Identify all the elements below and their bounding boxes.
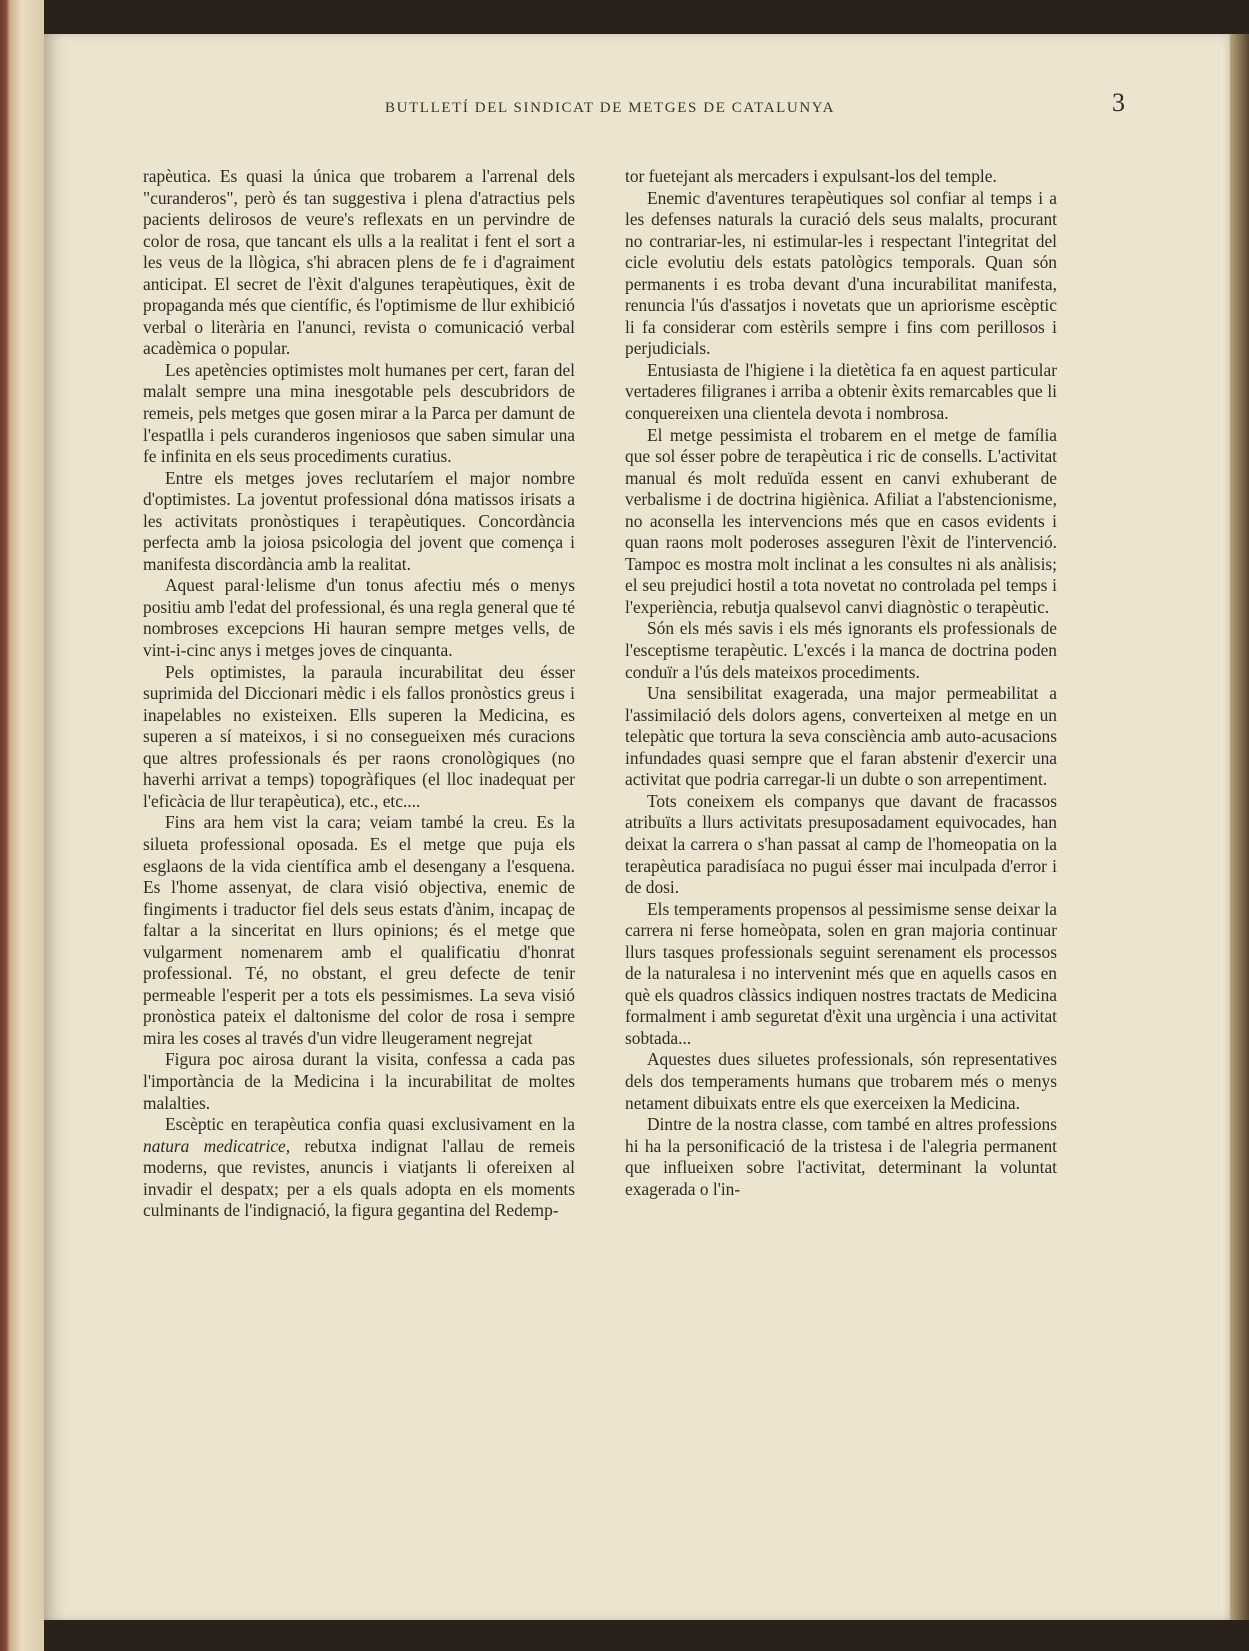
paragraph: Figura poc airosa durant la visita, confessa a cada pas l'importància de la Medicina i la incurabilitat de moltes malalties. <box>143 1049 575 1113</box>
paragraph: Les apetències optimistes molt humanes per cert, faran del malalt sempre una mina inesgotable pels descubridors de remeis, pels metges que gosen mirar a la Parca per damunt de l'espatlla i pels curanderos ingeniosos que saben simular una fe infinita en els seus procediments curatius. <box>143 359 575 467</box>
paragraph: Entusiasta de l'higiene i la dietètica fa en aquest particular vertaderes filigranes i arriba a obtenir èxits remarcables que li conquereixen una clientela devota i nombrosa. <box>625 359 1057 424</box>
paragraph: Entre els metges joves reclutaríem el major nombre d'optimistes. La joventut professional dóna matissos irisats a les activitats pronòstiques i terapèutiques. Concordància perfecta amb la joiosa psicologia del jovent que comença i manifesta discordància amb la realitat. <box>143 467 575 574</box>
book-spine <box>0 0 44 1651</box>
page-number: 3 <box>1112 88 1125 117</box>
paragraph: Els temperaments propensos al pessimisme sense deixar la carrera ni ferse homeòpata, solen en gran majoria continuar llurs tasques professionals seguint serenament els processos de la naturalesa i no intervenint més que en aquells casos en què els quadros clàssics indiquen nostres tractats de Medicina formalment i amb seguretat d'èxit una urgència i una activitat sobtada... <box>625 898 1057 1048</box>
text-run: rebutxa indignat l'allau de remeis moderns, que revistes, anuncis i viatjants li ofereixen al invadir el despatx; per a els quals adopta en els moments culminants de l'indignació, la figura gegantina del Redemp- <box>143 1135 575 1221</box>
page-header <box>105 88 1125 128</box>
paragraph: Fins ara hem vist la cara; veiam també la creu. Es la silueta professional oposada. Es el metge que puja els esglaons de la vida científica amb el desengany a l'esquena. Es l'home assenyat, de clara visió objectiva, enemic de fingiments i traductor fiel dels seus estats d'ànim, incapaç de faltar a la sinceritat en llurs opinions; és el metge que vulgarment nomenarem amb el qualificatiu d'honrat professional. Té, no obstant, el greu defecte de tenir permeable l'esperit per a tots els pessimismes. La seva visió pronòstica pateix el daltonisme del color de rosa i sempre mira les coses al través d'un vidre lleugerament negrejat <box>143 812 575 1048</box>
paragraph: Enemic d'aventures terapèutiques sol confiar al temps i a les defenses naturals la curació dels seus malalts, procurant no contrariar-les, ni estimular-les i respectant l'integritat del cicle evolutiu dels estats patològics temporals. Quan són permanents i es troba devant d'una incurabilitat manifesta, renuncia l'ús d'assatjos i novetats que un apriorisme escèptic li fa considerar com estèrils sempre i fins com perillosos i perjudicials. <box>625 187 1057 359</box>
paragraph: Dintre de la nostra classe, com també en altres professions hi ha la personificació de la tristesa i de l'alegria permanent que influeixen sobre l'activitat, determinant la voluntat exagerada o l'in- <box>625 1114 1057 1199</box>
paragraph <box>143 1114 575 1222</box>
paragraph: Pels optimistes, la paraula incurabilitat deu ésser suprimida del Diccionari mèdic i els fallos pronòstics greus i inapelables no existeixen. Ells superen la Medicina, es superen a sí mateixos, i si no consegueixen més curacions que altres professionals és per raons cronològiques (no haverhi arrivat a temps) topogràfiques (el lloc inadequat per l'eficàcia de llur terapèutica), etc., etc.... <box>143 661 575 811</box>
paragraph: Aquest paral·lelisme d'un tonus afectiu més o menys positiu amb l'edat del professional, és una regla general que té nombroses excepcions Hi hauran sempre metges vells, de vint-i-cinc anys i metges joves de cinquanta. <box>143 575 575 661</box>
paragraph: Són els més savis i els més ignorants els professionals de l'esceptisme terapèutic. L'excés i la manca de doctrina poden conduïr a l'ús dels mateixos procediments. <box>625 618 1057 682</box>
right-column <box>625 166 1057 1200</box>
paragraph: Tots coneixem els companys que davant de fracassos atribuïts a llurs activitats presuposadament equivocades, han deixat la carrera o s'han passat al camp de l'homeopatia on la terapèutica paradisíaca no pugui ésser mai inculpada d'error i de dosi. <box>625 790 1057 898</box>
text-run: Escèptic en terapèutica confia quasi exclusivament en la <box>165 1114 575 1135</box>
paragraph: El metge pessimista el trobarem en el metge de família que sol ésser pobre de terapèutica i ric de consells. L'activitat manual és molt reduïda essent en canvi exhuberant de verbalisme i de doctrina higiènica. Afiliat a l'abstencionisme, no aconsella les intervencions més que en casos evidents i quan raons molt poderoses asseguren l'èxit de l'intervenció. Tampoc es mostra molt inclinat a les consultes ni als anàlisis; el seu prejudici hostil a tota novetat no controlada pel temps i l'experiència, rebutja qualsevol canvi diagnòstic o terapèutic. <box>625 424 1057 617</box>
paragraph: Aquestes dues siluetes professionals, són representatives dels dos temperaments humans que trobarem més o menys netament dibuixats entre els que exerceixen la Medicina. <box>625 1049 1057 1113</box>
paragraph: Una sensibilitat exagerada, una major permeabilitat a l'assimilació dels dolors agens, converteixen al metge en un telepàtic que tortura la seva consciència amb auto-acusacions infundades quasi sempre que el faran abstenir d'exercir una activitat que podria carregar-li un dubte o son arrepentiment. <box>625 683 1057 790</box>
page-edge <box>1230 34 1249 1620</box>
left-column <box>143 166 575 1222</box>
paragraph: rapèutica. Es quasi la única que trobarem a l'arrenal dels "curanderos", però és tan suggestiva i plena d'atractius pels pacients delirosos de veure's reflexats en un pervindre de color de rosa, que tancant els ulls a la realitat i fent el sort a les veus de la llògica, s'hi abracen plens de fe i d'agraiment anticipat. El secret de l'èxit d'algunes terapèutiques, èxit de propaganda més que científic, és l'optimisme de llur exhibició verbal o literària en l'anunci, revista o comunicació verbal acadèmica o popular. <box>143 166 575 359</box>
running-head: BUTLLETÍ DEL SINDICAT DE METGES DE CATALUNYA <box>385 100 835 116</box>
paragraph: tor fuetejant als mercaders i expulsant-los del temple. <box>625 166 997 186</box>
italic-phrase: natura medicatrice, <box>143 1135 291 1156</box>
